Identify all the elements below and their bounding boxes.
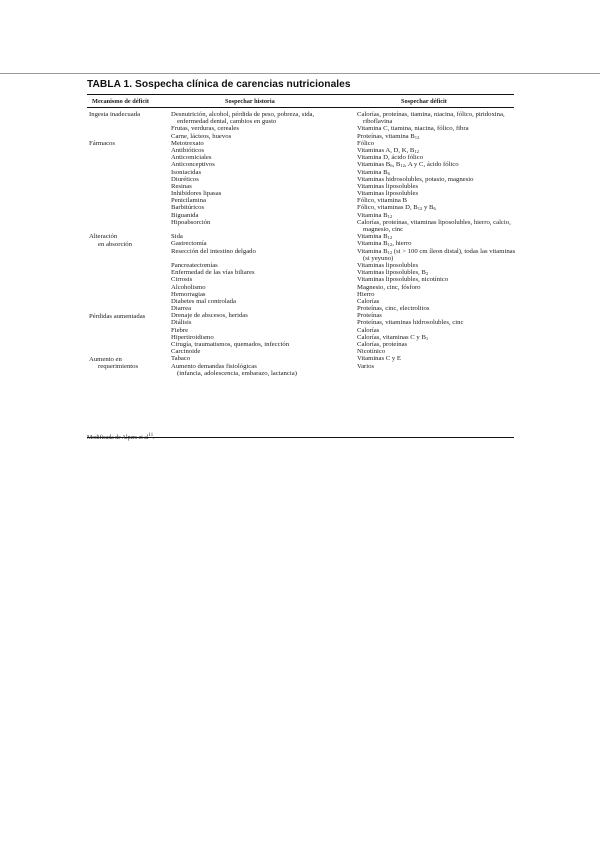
- history-line: Hemorragias: [171, 290, 206, 298]
- mechanism-label: Aumento en: [89, 355, 122, 363]
- deficit-line: Vitamina $B_{12}$, hierro: [357, 240, 412, 248]
- history-line: Aumento demandas fisiológicas: [171, 362, 257, 370]
- history-line: Isoniacidas: [171, 168, 202, 176]
- history-line: Diuréticos: [171, 175, 199, 183]
- deficit-line: Magnesio, cinc, fósforo: [357, 283, 421, 291]
- deficit-line: Vitaminas liposolubles, nicotínico: [357, 276, 449, 284]
- deficiency-table: [87, 94, 514, 438]
- deficit-line: Vitamina $B_{12}$: [357, 211, 393, 219]
- history-line: Frutas, verduras, cereales: [171, 125, 239, 133]
- deficit-line: Proteínas: [357, 312, 382, 320]
- header-deficit: Sospechar déficit: [401, 97, 447, 105]
- history-line: Cirrosis: [171, 276, 193, 284]
- deficit-line: Fólico, vitaminas D, $B_{12}$ y $B_6$: [357, 204, 436, 212]
- deficit-line: Calorías, proteínas: [357, 341, 408, 348]
- deficit-line: Vitamina C, tiamina, niacina, fólico, fibra: [357, 125, 469, 133]
- history-line: Drenaje de abscesos, heridas: [171, 312, 248, 320]
- history-line: [171, 255, 357, 262]
- deficit-line: Vitamina $B_{12}$: [357, 233, 393, 241]
- history-line: Antibióticos: [171, 146, 205, 154]
- deficit-line: Vitamina $B_6$: [357, 168, 390, 176]
- history-line: Pancreatectomías: [171, 261, 218, 269]
- history-line: Cirugía, traumatismos, quemados, infección: [171, 341, 290, 348]
- history-line: Fiebre: [171, 326, 189, 334]
- deficit-line: Vitaminas liposolubles, $B_2$: [357, 269, 429, 277]
- deficit-line: Vitamina D, ácido fólico: [357, 154, 424, 162]
- table-title: TABLA 1. Sospecha clínica de carencias nutricionales: [87, 79, 351, 90]
- deficit-line: Vitaminas liposolubles: [357, 182, 419, 190]
- history-line: Diarrea: [171, 305, 192, 313]
- deficit-line: Vitamina $B_{12}$ (si > 100 cm íleon distal), todas las vitaminas: [357, 247, 516, 255]
- history-line: Anticonceptivos: [171, 161, 215, 169]
- deficit-line: Vitaminas C y E: [357, 355, 401, 363]
- history-line: Sida: [171, 233, 183, 241]
- deficit-line: Vitaminas liposolubles: [357, 261, 419, 269]
- history-line: Metotrexato: [171, 139, 204, 147]
- table-header: [87, 95, 514, 108]
- history-line: Alcoholismo: [171, 283, 206, 291]
- history-line: Penicilamina: [171, 197, 206, 205]
- deficit-line: [357, 370, 514, 377]
- deficit-line: Hierro: [357, 290, 375, 298]
- history-line: [171, 226, 357, 233]
- history-line: Anticomiciales: [171, 154, 212, 162]
- history-line: Diabetes mal controlada: [171, 297, 236, 305]
- deficit-line: (si yeyuno): [363, 254, 394, 262]
- deficit-line: magnesio, cinc: [363, 226, 404, 233]
- history-line: enfermedad dental, cambios en gusto: [177, 118, 277, 126]
- history-line: Enfermedad de las vías biliares: [171, 269, 255, 277]
- mechanism-label: Fármacos: [89, 139, 115, 147]
- deficit-line: Vitaminas liposolubles: [357, 190, 419, 198]
- column-deficit: [357, 111, 514, 377]
- deficit-line: Vitaminas $B_6$, $B_{12}$, A y C, ácido fólico: [357, 161, 459, 169]
- header-mechanism: Mecanismo de déficit: [92, 97, 150, 105]
- deficit-line: Fólico: [357, 139, 375, 147]
- history-line: Inhibidores lipasas: [171, 190, 222, 198]
- deficit-line: Proteínas, cinc, electrolitos: [357, 305, 430, 313]
- deficit-line: Calorías, vitaminas C y $B_1$: [357, 333, 429, 341]
- deficit-line: Vitaminas A, D, K, $B_{12}$: [357, 146, 419, 154]
- history-line: Hipoabsorción: [171, 218, 211, 226]
- mechanism-label: Ingesta inadecuada: [89, 111, 141, 118]
- deficit-line: Fólico, vitamina B: [357, 197, 407, 205]
- deficit-line: Proteínas, vitamina $B_{12}$: [357, 132, 420, 140]
- history-line: Gastrectomía: [171, 240, 207, 248]
- mechanism-label: requerimientos: [98, 363, 139, 370]
- header-history: Sospechar historia: [225, 97, 275, 105]
- deficit-line: riboflavina: [363, 118, 393, 126]
- history-line: Desnutrición, alcohol, pérdida de peso, pobreza, sida,: [171, 111, 315, 118]
- deficit-line: Vitaminas hidrosolubles, potasio, magnesio: [357, 175, 474, 183]
- table-footnote: Modificada de Alpers et $al^{11}$.: [87, 433, 155, 441]
- history-line: Resección del intestino delgado: [171, 247, 256, 255]
- history-line: (infancia, adolescencia, embarazo, lactancia): [177, 369, 297, 377]
- deficit-line: Calorías, proteínas, vitaminas liposolubles, hierro, calcio,: [357, 218, 511, 226]
- history-line: Biguanida: [171, 211, 199, 219]
- table-body: [87, 108, 514, 437]
- deficit-line: Varios: [357, 362, 375, 370]
- history-line: Hipertiroidismo: [171, 333, 214, 341]
- deficit-line: Calorías: [357, 297, 380, 305]
- history-line: Tabaco: [171, 355, 191, 363]
- mechanism-label: Alteración: [89, 233, 118, 241]
- history-line: Carne, lácteos, huevos: [171, 132, 232, 140]
- deficit-line: Proteínas, vitaminas hidrosolubles, cinc: [357, 319, 464, 327]
- history-line: Diálisis: [171, 319, 192, 327]
- history-line: Barbitúricos: [171, 204, 205, 212]
- top-rule: [0, 73, 600, 74]
- history-line: Carcinoide: [171, 348, 201, 356]
- history-line: Resinas: [171, 182, 192, 190]
- deficit-line: Calorías, proteínas, tiamina, niacina, fólico, piridoxina,: [357, 111, 505, 118]
- mechanism-label: Pérdidas aumentadas: [89, 312, 146, 320]
- mechanism-label: en absorción: [98, 240, 132, 248]
- deficit-line: Nicotínico: [357, 348, 386, 356]
- deficit-line: Calorías: [357, 326, 380, 334]
- column-history: [171, 111, 357, 377]
